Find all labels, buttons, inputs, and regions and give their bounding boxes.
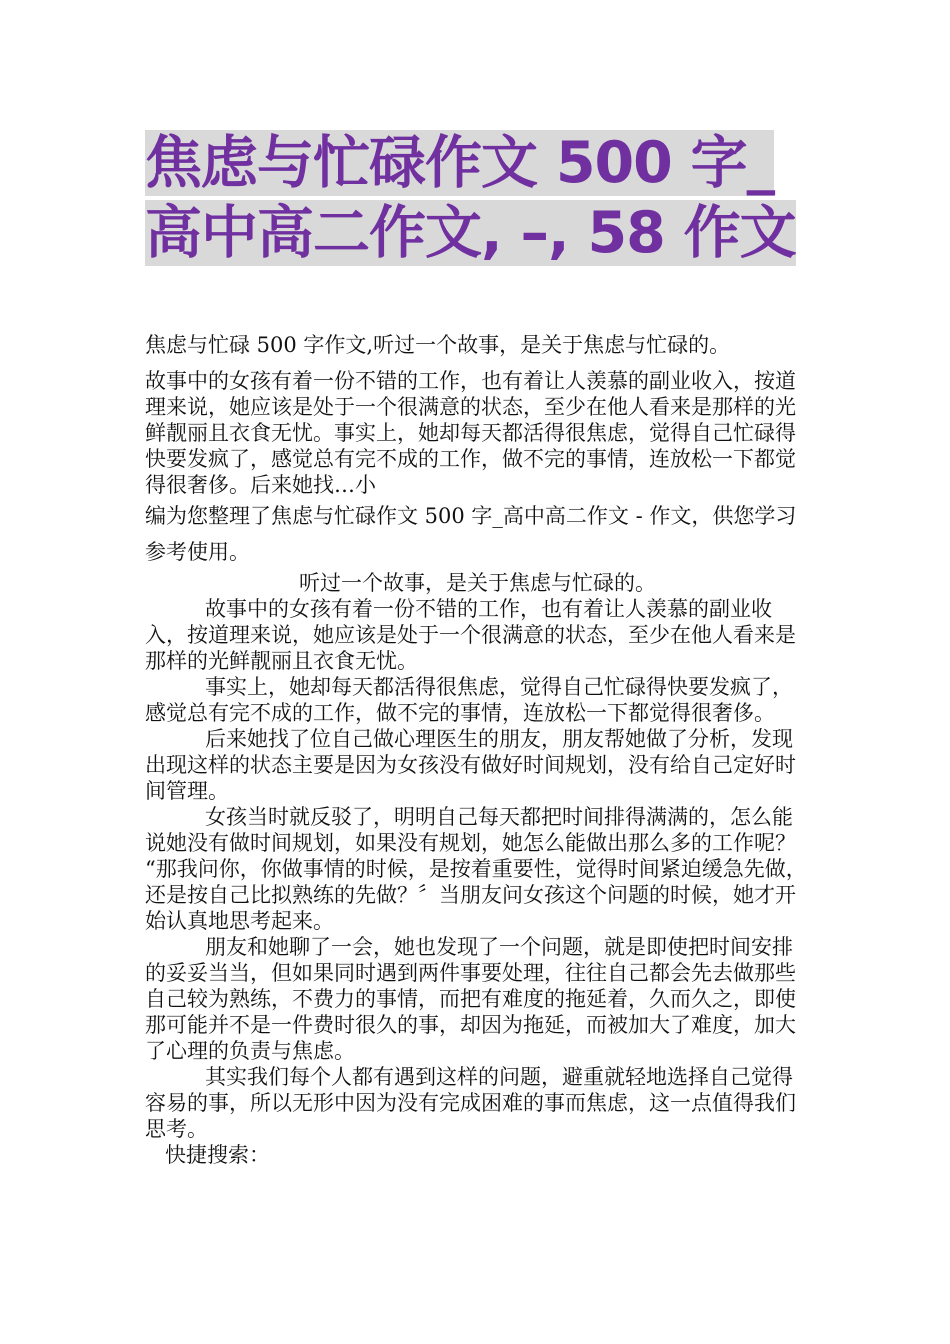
- summary-excerpt: 故事中的女孩有着一份不错的工作，也有着让人羡慕的副业收入，按道理来说，她应该是处于一个很满意的状态，至少在他人看来是那样的光鲜靓丽且衣食无忧。事实上，她却每天都活得很焦虑，觉得自己忙碌得快要发疯了，感觉总有完不成的工作，做不完的事情，连放松一下都觉得很奢侈。后来她找…小: [145, 369, 796, 497]
- paragraph-6: “那我问你，你做事情的时候，是按着重要性，觉得时间紧迫缓急先做，还是按自己比拟熟练的先做？〞当朋友问女孩这个问题的时候，她才开始认真地思考起来。: [145, 857, 807, 933]
- summary-intro: 焦虑与忙碌 500 字作文,听过一个故事，是关于焦虑与忙碌的。: [145, 333, 731, 357]
- paragraph-2: 故事中的女孩有着一份不错的工作，也有着让人羡慕的副业收入，按道理来说，她应该是处于一个很满意的状态，至少在他人看来是那样的光鲜靓丽且衣食无忧。: [145, 597, 796, 673]
- summary-note: 编为您整理了焦虑与忙碌作文 500 字_高中高二作文 - 作文，供您学习参考使用。: [145, 504, 797, 564]
- document-title: [145, 128, 810, 268]
- paragraph-4: 后来她找了位自己做心理医生的朋友，朋友帮她做了分析，发现出现这样的状态主要是因为女孩没有做好时间规划，没有给自己定好时间管理。: [145, 727, 796, 803]
- paragraph-1: 听过一个故事，是关于焦虑与忙碌的。: [299, 571, 656, 595]
- paragraph-8: 其实我们每个人都有遇到这样的问题，避重就轻地选择自己觉得容易的事，所以无形中因为没有完成困难的事而焦虑，这一点值得我们思考。: [145, 1065, 796, 1141]
- paragraph-7: 朋友和她聊了一会，她也发现了一个问题，就是即使把时间安排的妥妥当当，但如果同时遇到两件事要处理，往往自己都会先去做那些自己较为熟练，不费力的事情，而把有难度的拖延着，久而久之，即使那可能并不是一件费时很久的事，却因为拖延，而被加大了难度，加大了心理的负责与焦虑。: [145, 935, 796, 1063]
- paragraph-3: 事实上，她却每天都活得很焦虑，觉得自己忙碌得快要发疯了，感觉总有完不成的工作，做不完的事情，连放松一下都觉得很奢侈。: [145, 675, 793, 725]
- article-body: [145, 570, 810, 1168]
- paragraph-5: 女孩当时就反驳了，明明自己每天都把时间排得满满的，怎么能说她没有做时间规划，如果没有规划，她怎么能做出那么多的工作呢？: [145, 805, 796, 855]
- document-title-text: 焦虑与忙碌作文 500 字_高中高二作文, –, 58 作文: [145, 130, 796, 266]
- summary-block: [145, 332, 810, 570]
- quick-search-label: 快捷搜索：: [165, 1143, 270, 1167]
